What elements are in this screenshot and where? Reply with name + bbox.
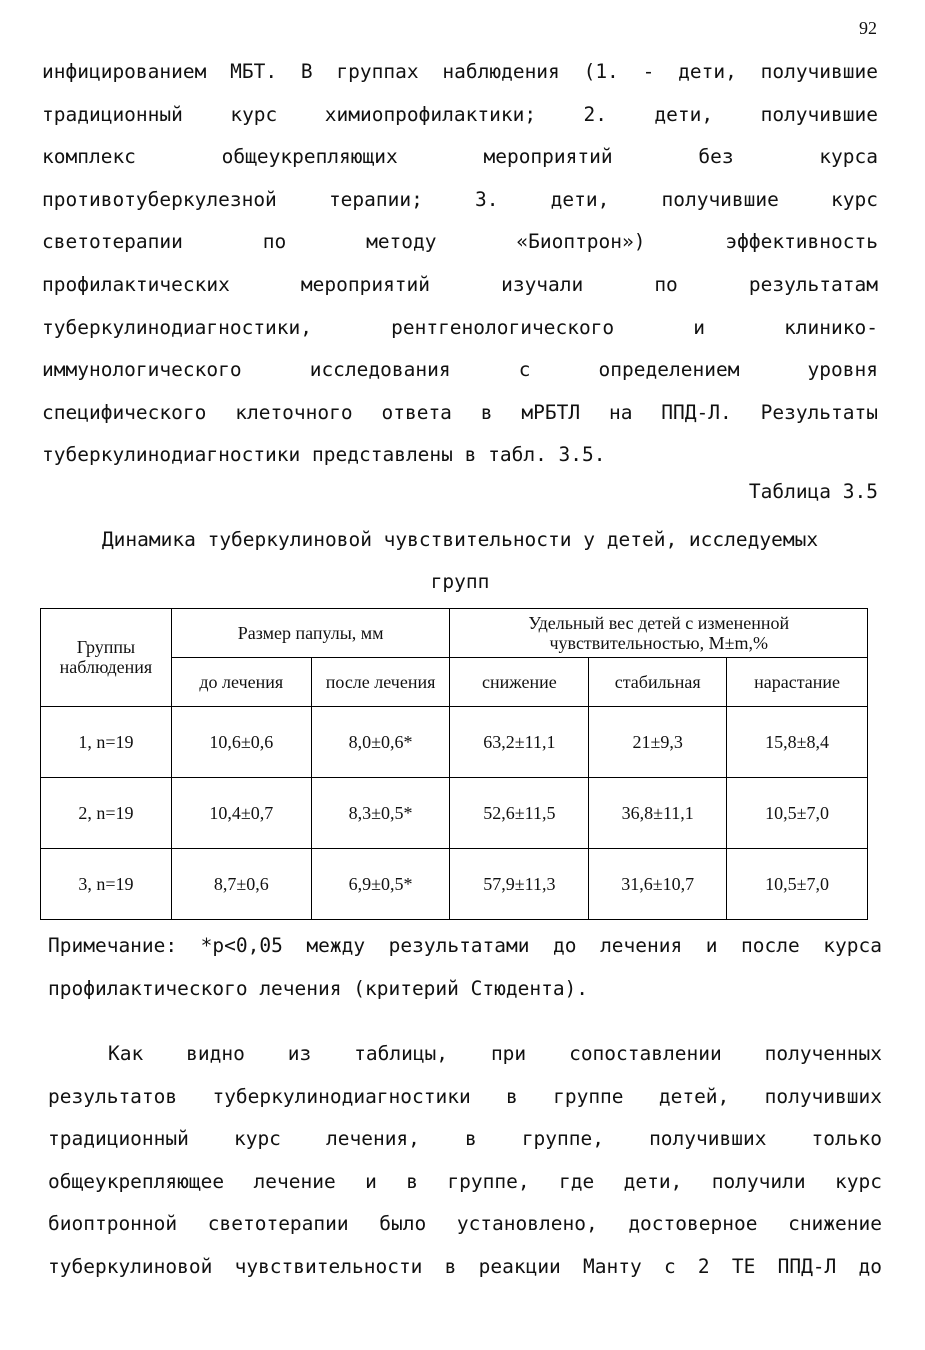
tuberculin-sensitivity-table [40,608,868,920]
header-share-changed: Удельный вес детей с измененной чувствительностью, M±m,% [450,609,868,658]
table-cell: 8,7±0,6 [171,849,311,920]
table-cell: 15,8±8,4 [727,707,868,778]
header-groups: Группы наблюдения [41,609,172,707]
table-cell: 8,0±0,6* [311,707,450,778]
text-line: биоптронной светотерапии было установлено, достоверное снижение [48,1212,882,1236]
table-cell: 3, n=19 [41,849,172,920]
header-after: после лечения [311,658,450,707]
table-row [41,707,868,778]
conclusion-paragraph [48,1033,882,1289]
table-caption: Динамика туберкулиновой чувствительности у детей, исследуемых [101,528,819,551]
text-line: инфицированием МБТ. В группах наблюдения (1. - дети, получившие [42,60,878,83]
text-line: общеукрепляющее лечение и в группе, где дети, получили курс [48,1169,882,1193]
text-line: результатов туберкулинодиагностики в группе детей, получивших [48,1084,882,1108]
header-stable: стабильная [589,658,727,707]
table-row [41,849,868,920]
text-line: противотуберкулезной терапии; 3. дети, получившие курс [42,187,878,211]
text-line: светотерапии по методу «Биоптрон») эффективность [42,230,878,254]
text-line: Как видно из таблицы, при сопоставлении полученных [108,1042,882,1065]
text-line: традиционный курс химиопрофилактики; 2. дети, получившие [42,102,878,126]
text-line: комплекс общеукрепляющих мероприятий без курса [42,145,878,169]
text-line: специфического клеточного ответа в мРБТЛ на ППД-Л. Результаты [42,400,878,424]
table-cell: 52,6±11,5 [450,778,589,849]
text-line: туберкулинодиагностики, рентгенологического и клинико- [42,315,878,339]
table-cell: 8,3±0,5* [311,778,450,849]
text-line: иммунологического исследования с определением уровня [42,358,878,382]
table-cell: 10,6±0,6 [171,707,311,778]
text-line: традиционный курс лечения, в группе, получивших только [48,1127,882,1151]
header-increase: нарастание [727,658,868,707]
table-cell: 2, n=19 [41,778,172,849]
table-cell: 10,4±0,7 [171,778,311,849]
table-cell: 10,5±7,0 [727,849,868,920]
header-decrease: снижение [450,658,589,707]
table-caption-continued: групп [430,570,490,593]
text-line: профилактических мероприятий изучали по результатам [42,272,878,296]
intro-paragraph [42,51,878,477]
table-row [41,778,868,849]
header-papule-size: Размер папулы, мм [171,609,450,658]
table-cell: 21±9,3 [589,707,727,778]
table-cell: 36,8±11,1 [589,778,727,849]
table-cell: 31,6±10,7 [589,849,727,920]
table-cell: 6,9±0,5* [311,849,450,920]
table-cell: 57,9±11,3 [450,849,589,920]
table-note [48,925,882,1010]
table-cell: 10,5±7,0 [727,778,868,849]
header-before: до лечения [171,658,311,707]
text-line: профилактического лечения (критерий Стюдента). [48,976,589,1000]
table-cell: 63,2±11,1 [450,707,589,778]
table-cell: 1, n=19 [41,707,172,778]
text-line: туберкулинодиагностики представлены в табл. 3.5. [42,443,606,467]
table-number: Таблица 3.5 [748,480,878,503]
text-line: Примечание: *p<0,05 между результатами до лечения и после курса [48,934,882,957]
page-number: 92 [859,18,877,38]
text-line: туберкулиновой чувствительности в реакции Манту с 2 ТЕ ППД-Л до [48,1254,882,1278]
